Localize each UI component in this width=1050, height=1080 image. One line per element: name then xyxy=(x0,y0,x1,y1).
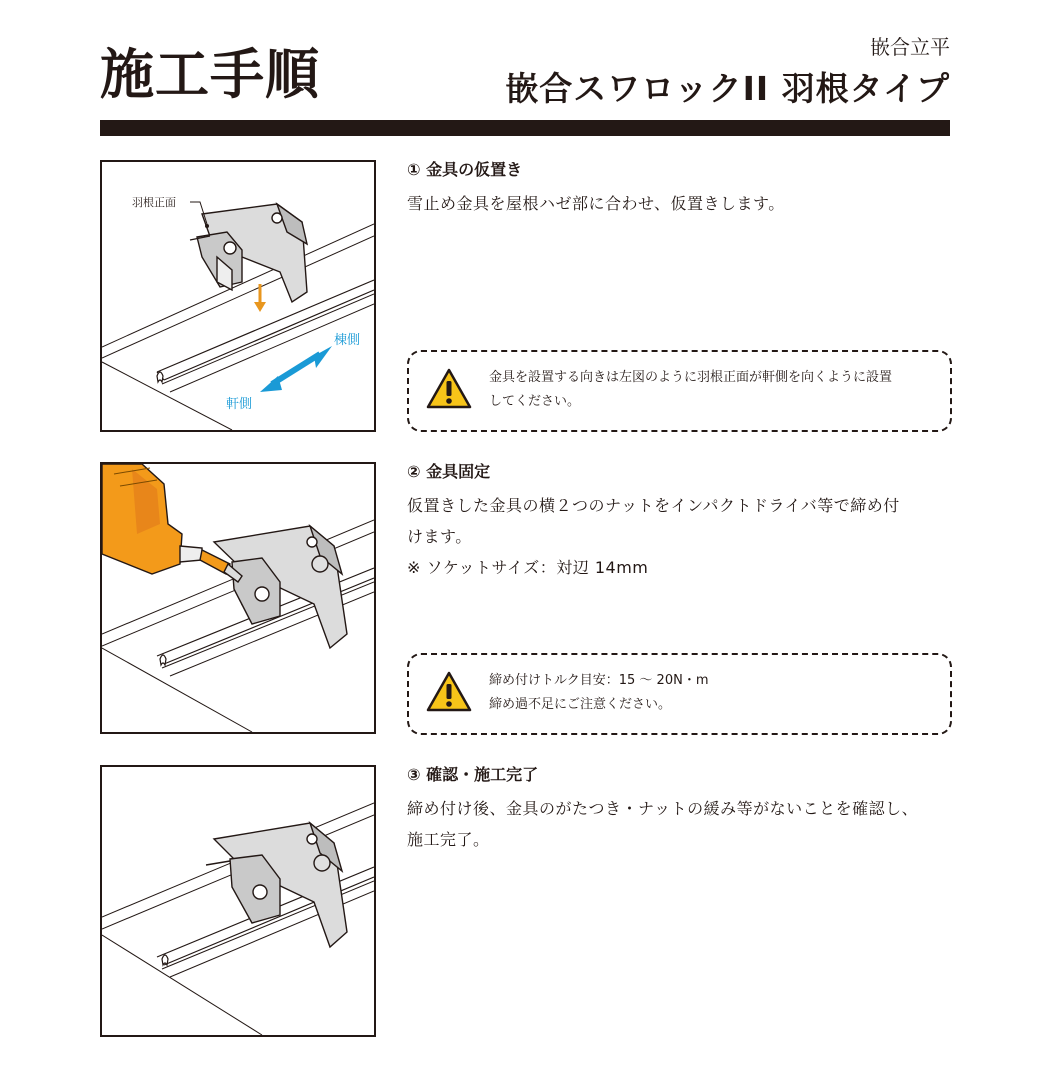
step-3-body-line: 締め付け後、金具のがたつき・ナットの緩み等がないことを確認し、 xyxy=(407,799,919,818)
warning-triangle-icon xyxy=(425,367,473,411)
bracket-drawing xyxy=(214,526,347,648)
direction-arrow-icon xyxy=(260,346,332,392)
eave-label: 軒側 xyxy=(226,397,253,412)
step-3-title: ③ 確認・施工完了 xyxy=(407,765,539,784)
step-1-body-line: 雪止め金具を屋根ハゼ部に合わせ、仮置きします。 xyxy=(407,194,785,213)
step-1-caution-line: してください。 xyxy=(489,394,581,409)
bracket-drawing xyxy=(190,204,307,302)
warning-triangle-icon xyxy=(425,670,473,714)
step-1-caution-line: 金具を設置する向きは左図のように羽根正面が軒側を向くように設置 xyxy=(489,370,893,385)
step-3-body-line: 施工完了。 xyxy=(407,830,490,849)
step-2-body-line: けます。 xyxy=(407,527,472,546)
step-3-figure xyxy=(100,765,376,1037)
step-2 xyxy=(100,462,950,734)
step-1-illustration xyxy=(102,162,374,430)
step-3-illustration xyxy=(102,767,374,1035)
step-2-caution-line: 締め過不足にご注意ください。 xyxy=(489,697,672,712)
step-2-figure xyxy=(100,462,376,734)
step-3 xyxy=(100,765,950,1037)
step-2-body-line: 仮置きした金具の横２つのナットをインパクトドライバ等で締め付 xyxy=(407,496,900,515)
page-title: 施工手順 xyxy=(100,43,320,106)
front-label: 羽根正面 xyxy=(132,196,176,209)
step-3-body xyxy=(407,793,952,855)
category-label: 嵌合立平 xyxy=(870,35,950,59)
product-name: 嵌合スワロックII 羽根タイプ xyxy=(505,69,950,108)
step-1-title: ① 金具の仮置き xyxy=(407,160,523,179)
step-1 xyxy=(100,160,950,432)
step-2-caution-line: 締め付けトルク目安：15 〜 20N・m xyxy=(489,673,709,688)
step-2-caution xyxy=(407,653,952,735)
ridge-label: 棟側 xyxy=(334,333,361,348)
step-2-title: ② 金具固定 xyxy=(407,462,491,481)
step-2-body xyxy=(407,490,952,583)
step-1-caution xyxy=(407,350,952,432)
impact-driver-drawing xyxy=(102,464,242,582)
step-2-body-line: ※ ソケットサイズ：対辺 14mm xyxy=(407,558,649,577)
step-2-illustration xyxy=(102,464,374,732)
header-rule xyxy=(100,120,950,136)
step-1-body xyxy=(407,188,952,219)
step-1-figure xyxy=(100,160,376,432)
